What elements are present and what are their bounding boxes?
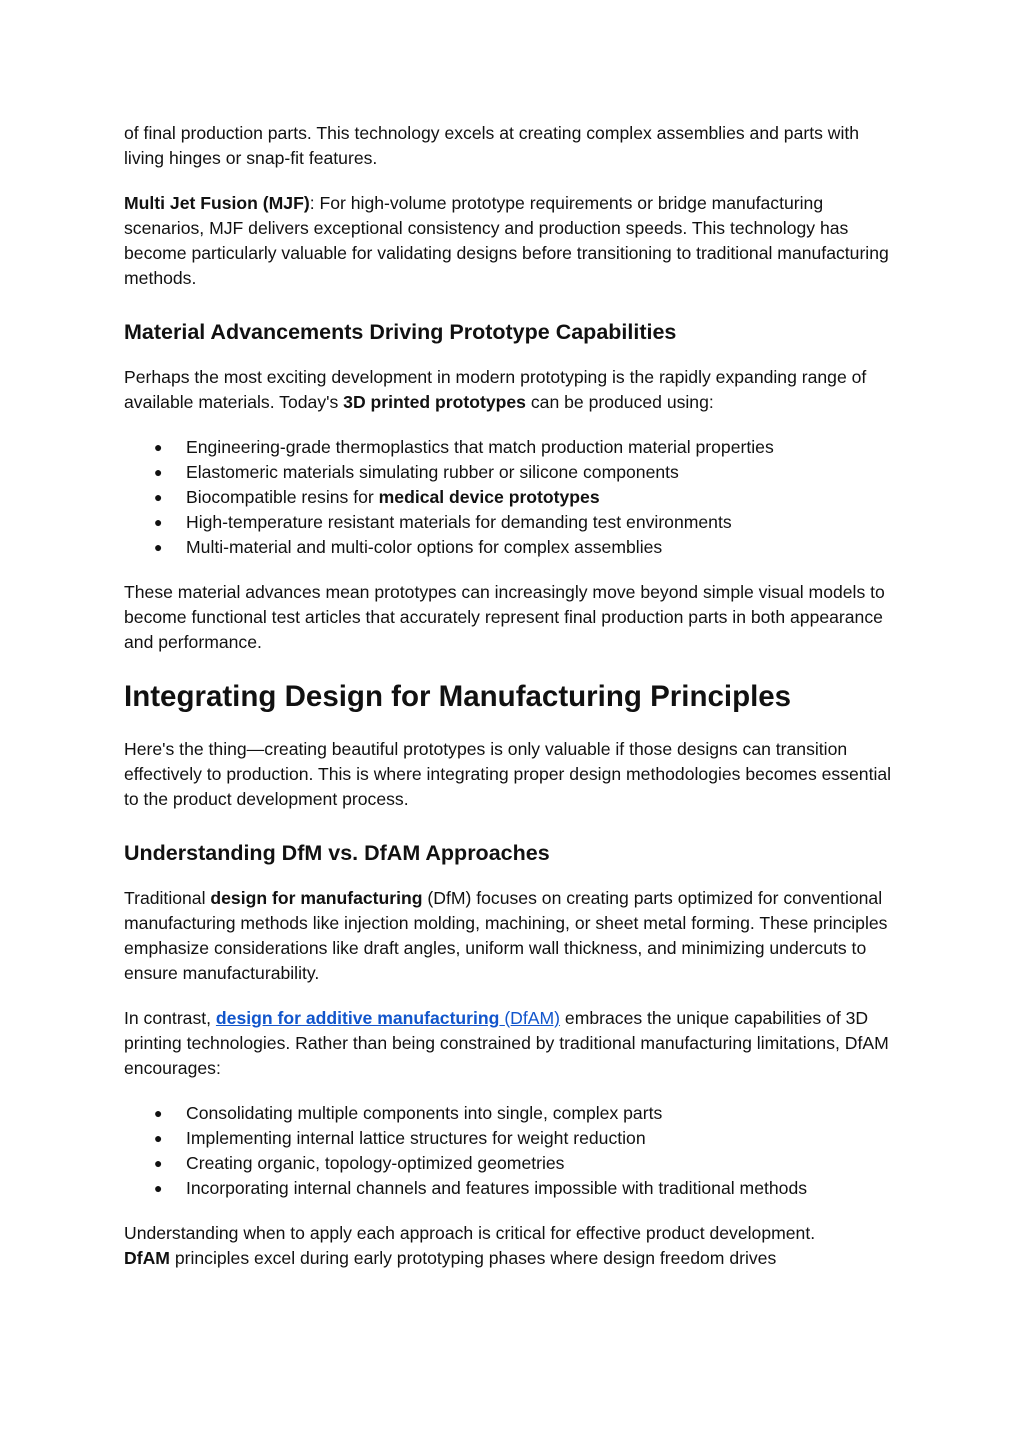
dfam-abbrev-link[interactable] [499, 1008, 560, 1028]
heading-material-advancements: Material Advancements Driving Prototype Capabilities [124, 320, 677, 344]
dfam-bold-term: DfAM [124, 1248, 170, 1268]
heading-dfm-vs-dfam: Understanding DfM vs. DfAM Approaches [124, 841, 550, 865]
materials-intro-after: can be produced using: [525, 392, 714, 412]
list-item: ● Incorporating internal channels and features impossible with traditional methods [124, 1176, 904, 1201]
list-item: ● High-temperature resistant materials for demanding test environments [124, 510, 904, 535]
understanding-text: Understanding when to apply each approach is critical for effective product development. [124, 1223, 816, 1243]
paragraph-dfam-contrast [124, 1006, 904, 1081]
list-item [124, 485, 904, 510]
dfm-text-after: (DfM) focuses on creating parts optimized for conventional manufacturing methods like injection molding, machining, or sheet metal forming. These principles emphasize considerations like draft angles, uniform wall thickness, and minimizing undercuts to ensure manufacturability. [124, 888, 888, 983]
mjf-description: : For high-volume prototype requirements or bridge manufacturing scenarios, MJF delivers exceptional consistency and production speeds. This technology has become particularly valuable for validating designs before transitioning to traditional manufacturing methods. [124, 193, 889, 288]
materials-intro-text: Perhaps the most exciting development in modern prototyping is the rapidly expanding range of available materials. Today's [124, 367, 867, 412]
list-item: ● Engineering-grade thermoplastics that match production material properties [124, 435, 904, 460]
dfam-link[interactable]: design for additive manufacturing [215, 1008, 500, 1028]
materials-intro-bold: 3D printed prototypes [343, 392, 526, 412]
understanding-after: principles excel during early prototyping phases where design freedom drives [169, 1248, 777, 1268]
paragraph-material-advances: These material advances mean prototypes can increasingly move beyond simple visual models to become functional test articles that accurately represent final production parts in both appearance and performance. [124, 582, 885, 652]
dfam-abbrev-text: (DfAM) [504, 1008, 561, 1028]
paragraph-heres-the-thing: Here's the thing—creating beautiful prototypes is only valuable if those designs can transition effectively to production. This is where integrating proper design methodologies becomes essential to the product development process. [124, 739, 892, 809]
dfam-text-before: In contrast, [124, 1008, 216, 1028]
dfm-text-before: Traditional [124, 888, 211, 908]
list-item: ● Implementing internal lattice structures for weight reduction [124, 1126, 904, 1151]
paragraph-materials-intro [124, 365, 904, 415]
mjf-term: Multi Jet Fusion (MJF) [124, 193, 310, 213]
dfam-list [124, 1101, 904, 1201]
paragraph-understanding-when [124, 1221, 904, 1271]
document-page [124, 121, 904, 1271]
dfam-text-after: embraces the unique capabilities of 3D printing technologies. Rather than being constrained by traditional manufacturing limitations, DfAM encourages: [124, 1008, 889, 1078]
list-item-text: Biocompatible resins for [186, 487, 379, 507]
heading-integrating-dfm: Integrating Design for Manufacturing Principles [124, 680, 792, 713]
dfm-term: design for manufacturing [210, 888, 423, 908]
list-item: ● Elastomeric materials simulating rubber or silicone components [124, 460, 904, 485]
materials-list [124, 435, 904, 560]
list-item: ● Creating organic, topology-optimized geometries [124, 1151, 904, 1176]
paragraph-mjf [124, 191, 904, 291]
paragraph-traditional-dfm [124, 886, 904, 986]
list-item: ● Multi-material and multi-color options for complex assemblies [124, 535, 904, 560]
list-item: ● Consolidating multiple components into single, complex parts [124, 1101, 904, 1126]
paragraph-continuation: of final production parts. This technology excels at creating complex assemblies and parts with living hinges or snap-fit features. [124, 123, 860, 168]
list-item-bold: medical device prototypes [378, 487, 600, 507]
